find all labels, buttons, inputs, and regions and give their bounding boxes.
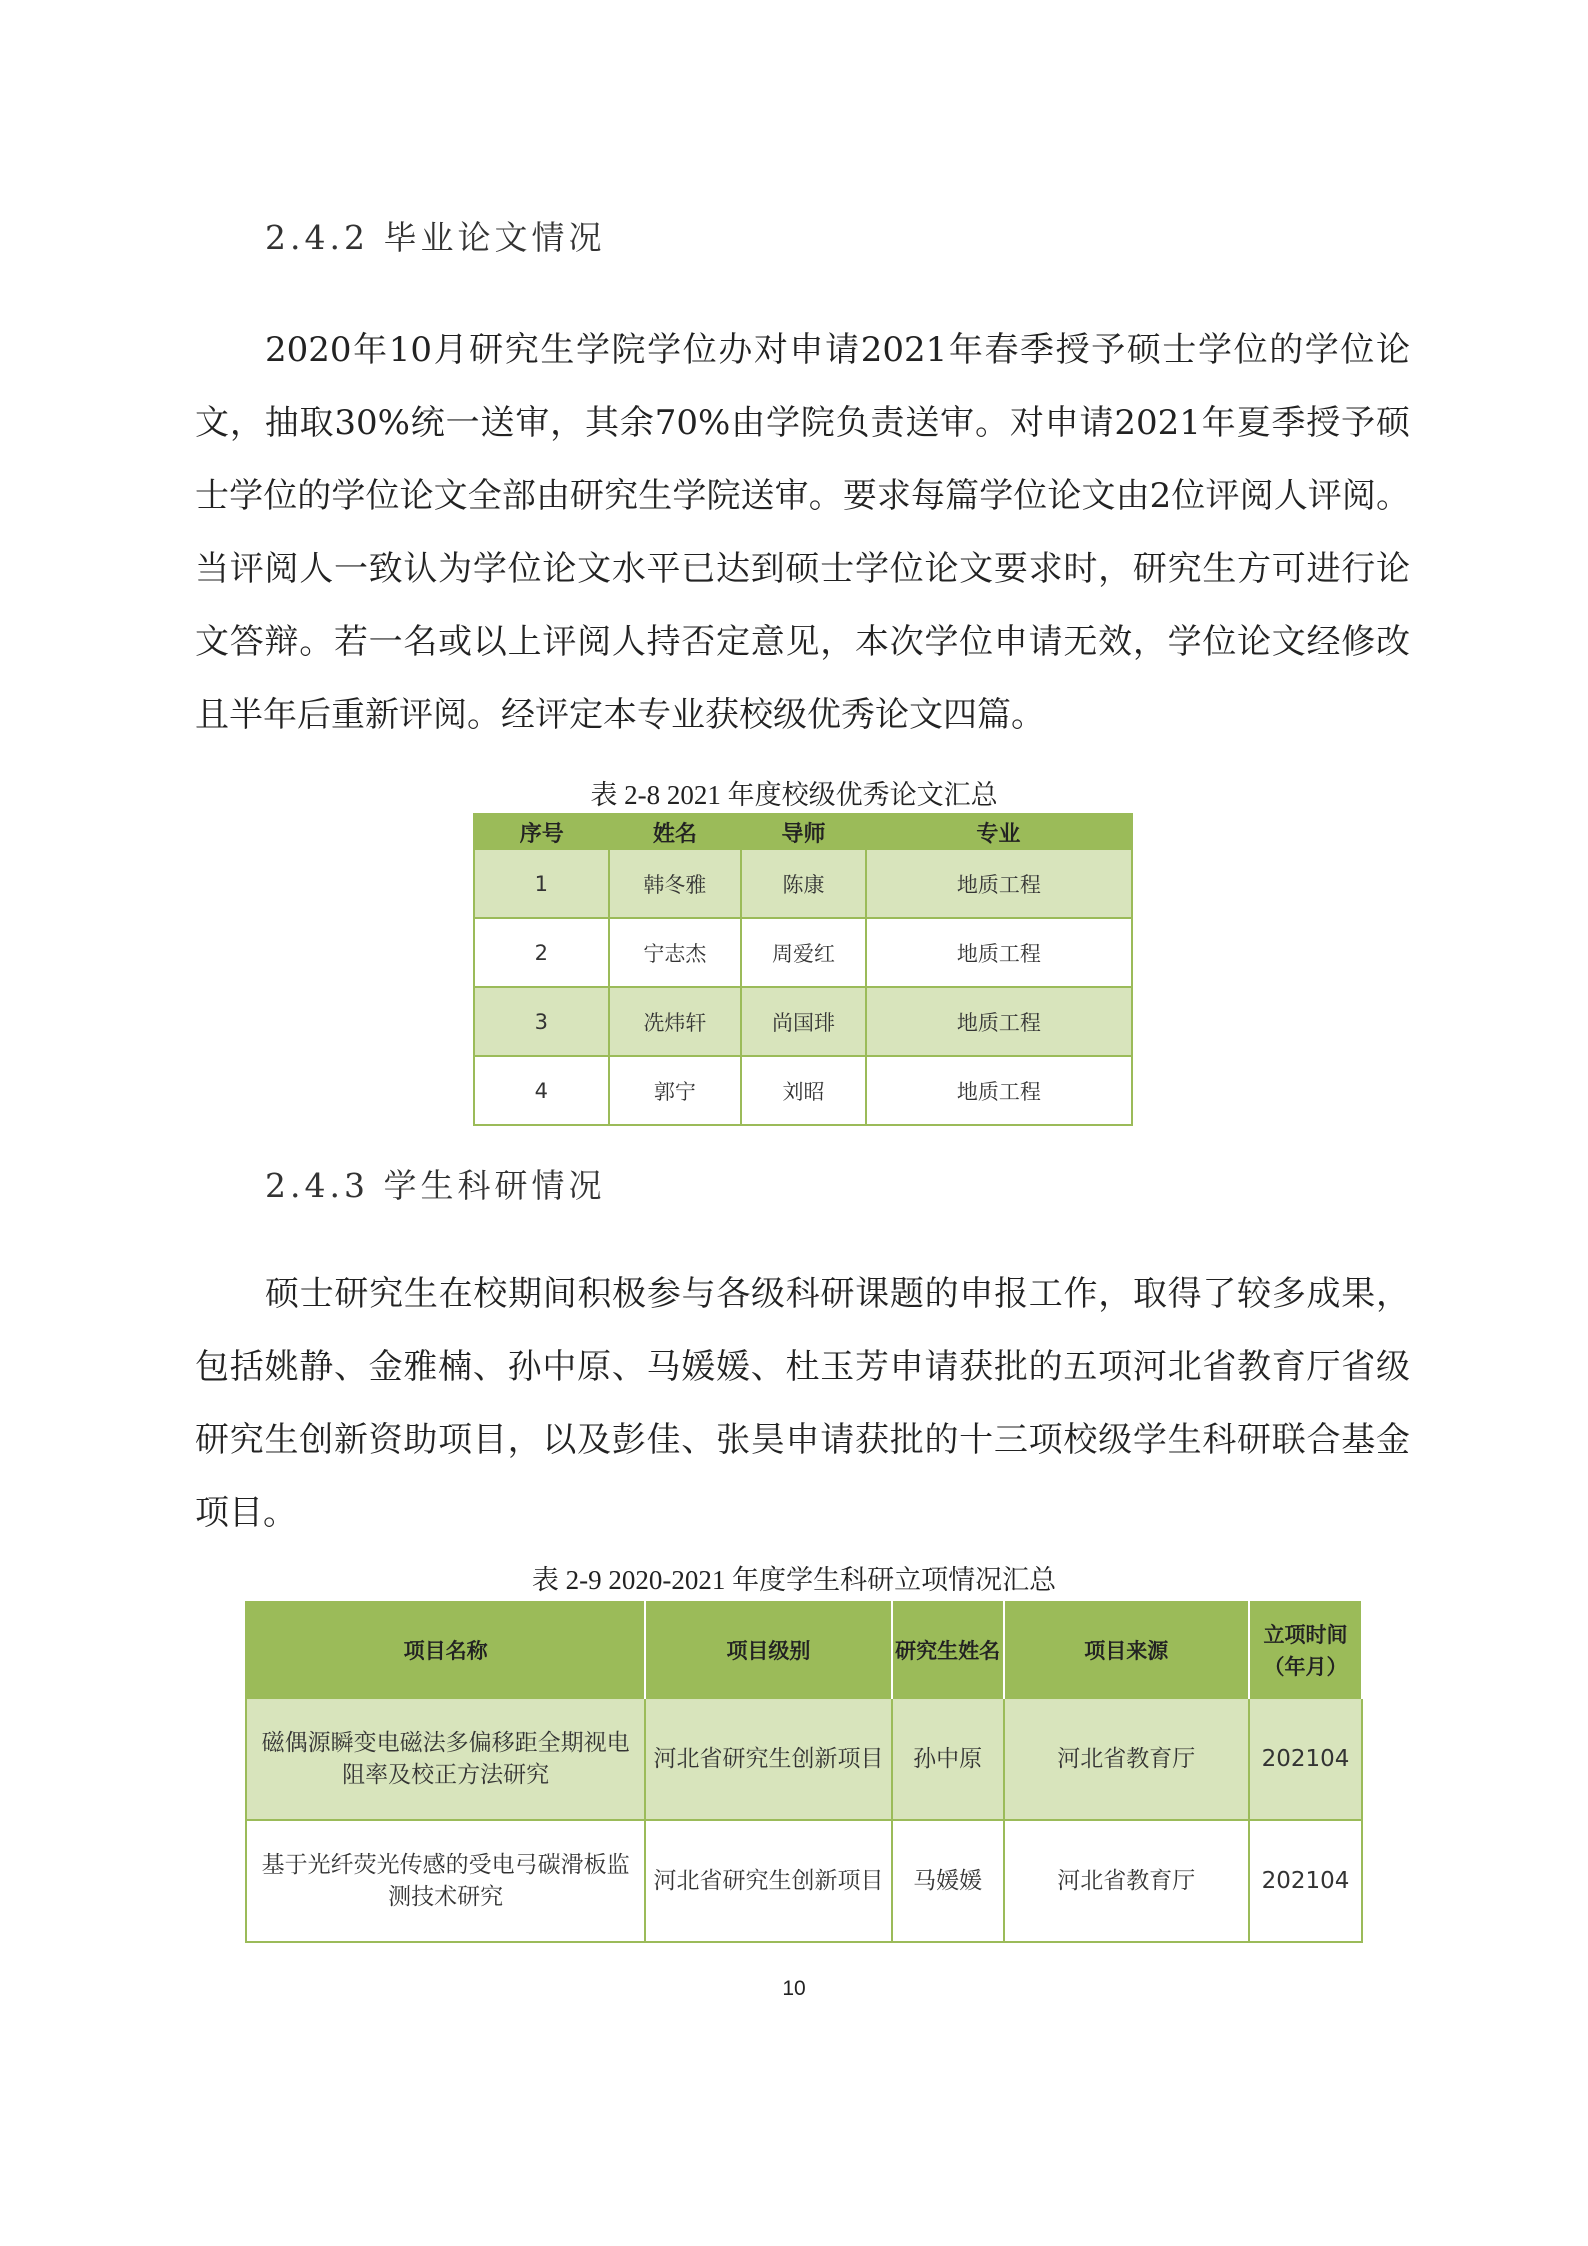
cell-approval-date: 202104 [1249,1820,1362,1942]
cell-major: 地质工程 [866,918,1132,987]
cell-student-name: 孙中原 [892,1699,1004,1820]
header-student-name: 研究生姓名 [892,1602,1004,1699]
table-header-row [474,814,1132,850]
header-name: 姓名 [609,814,742,850]
cell-major: 地质工程 [866,850,1132,918]
paragraph-thesis-text: 2020年10月研究生学院学位办对申请2021年春季授予硕士学位的学位论文，抽取30%统一送审，其余70%由学院负责送审。对申请2021年夏季授予硕士学位的学位论文全部由研究生学院送审。要求每篇学位论文由2位评阅人评阅。当评阅人一致认为学位论文水平已达到硕士学位论文要求时，研究生方可进行论文答辩。若一名或以上评阅人持否定意见，本次学位申请无效，学位论文经修改且半年后重新评阅。经评定本专业获校级优秀论文四篇。 [195,330,1410,735]
cell-index: 1 [474,850,609,918]
cell-advisor: 陈康 [741,850,866,918]
page-number: 10 [782,1977,806,2000]
table-2-8-caption: 表 2-8 2021 年度校级优秀论文汇总 [590,780,998,810]
cell-advisor: 周爱红 [741,918,866,987]
header-project-name: 项目名称 [246,1602,645,1699]
cell-advisor: 刘昭 [741,1056,866,1125]
cell-index: 2 [474,918,609,987]
section-heading-2-4-3: 2.4.3 学生科研情况 [265,1166,606,1205]
header-major: 专业 [866,814,1132,850]
cell-project-level: 河北省研究生创新项目 [645,1820,892,1942]
paragraph-thesis [195,314,1410,752]
header-index: 序号 [474,814,609,850]
section-heading-2-4-2: 2.4.2 毕业论文情况 [265,218,606,257]
table-row [474,850,1132,918]
paragraph-research-text: 硕士研究生在校期间积极参与各级科研课题的申报工作，取得了较多成果，包括姚静、金雅楠、孙中原、马媛媛、杜玉芳申请获批的五项河北省教育厅省级研究生创新资助项目，以及彭佳、张昊申请获批的十三项校级学生科研联合基金项目。 [195,1274,1410,1533]
table-row [474,918,1132,987]
table-2-9-caption: 表 2-9 2020-2021 年度学生科研立项情况汇总 [531,1565,1057,1595]
table-row [246,1820,1362,1942]
research-projects-table [245,1601,1363,1943]
cell-major: 地质工程 [866,987,1132,1056]
header-project-level: 项目级别 [645,1602,892,1699]
table-row [246,1699,1362,1820]
header-approval-date: 立项时间（年月） [1249,1602,1362,1699]
cell-name: 韩冬雅 [609,850,742,918]
cell-project-level: 河北省研究生创新项目 [645,1699,892,1820]
cell-project-name: 基于光纤荧光传感的受电弓碳滑板监测技术研究 [246,1820,645,1942]
cell-student-name: 马媛媛 [892,1820,1004,1942]
cell-project-name: 磁偶源瞬变电磁法多偏移距全期视电阻率及校正方法研究 [246,1699,645,1820]
table-header-row [246,1602,1362,1699]
paragraph-research [195,1258,1410,1550]
cell-project-source: 河北省教育厅 [1004,1699,1250,1820]
cell-name: 郭宁 [609,1056,742,1125]
table-row [474,987,1132,1056]
header-project-source: 项目来源 [1004,1602,1250,1699]
cell-index: 4 [474,1056,609,1125]
excellent-thesis-table [473,813,1133,1126]
header-advisor: 导师 [741,814,866,850]
cell-project-source: 河北省教育厅 [1004,1820,1250,1942]
cell-approval-date: 202104 [1249,1699,1362,1820]
cell-name: 冼炜轩 [609,987,742,1056]
cell-major: 地质工程 [866,1056,1132,1125]
table-row [474,1056,1132,1125]
cell-index: 3 [474,987,609,1056]
cell-advisor: 尚国琲 [741,987,866,1056]
cell-name: 宁志杰 [609,918,742,987]
